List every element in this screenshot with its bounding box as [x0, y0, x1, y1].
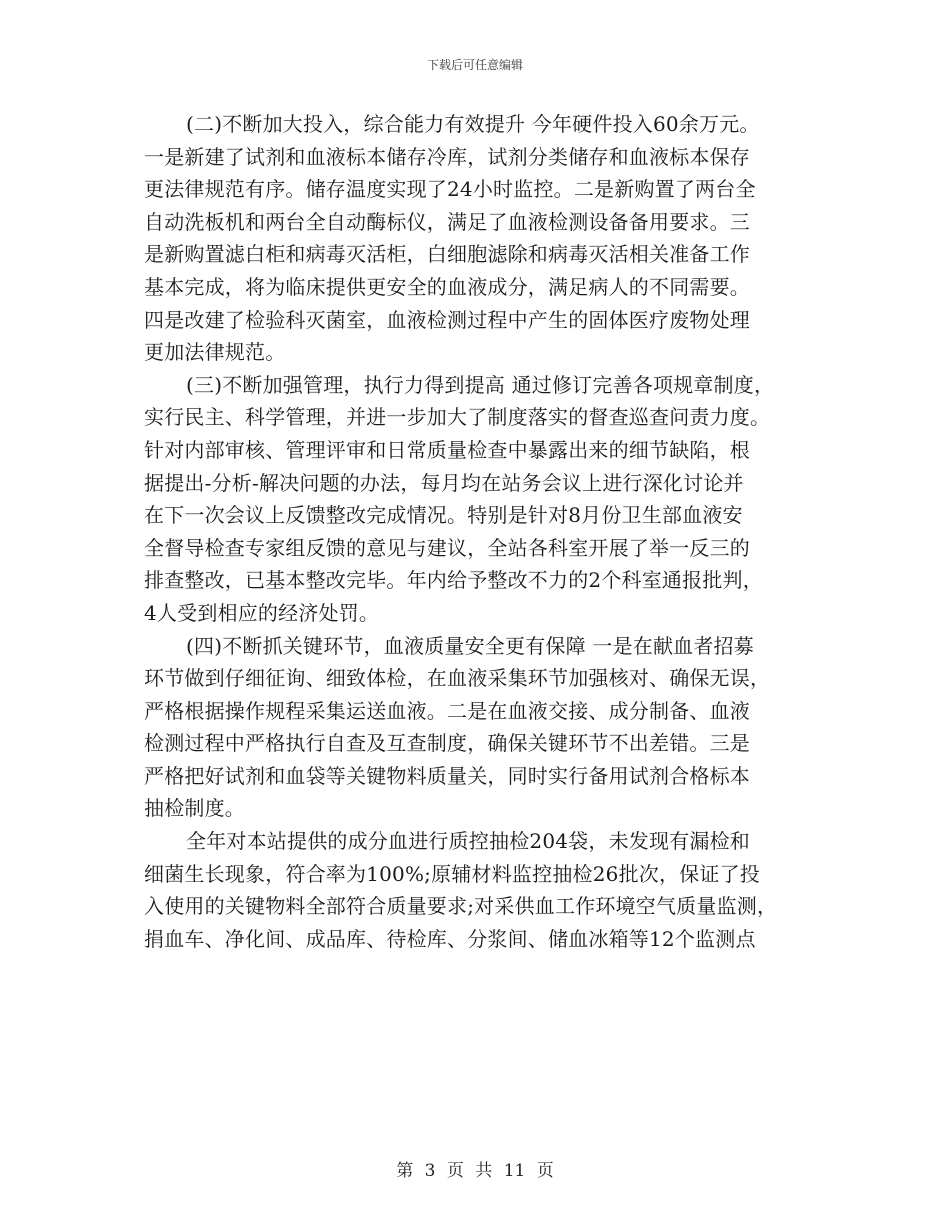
paragraph-first-line: (二)不断加大投入，综合能力有效提升 今年硬件投入60余万元。	[186, 112, 760, 136]
text-line: 据提出-分析-解决问题的办法，每月均在站务会议上进行深化讨论并	[144, 470, 744, 495]
text-line: 严格把好试剂和血袋等关键物料质量关，同时实行备用试剂合格标本	[144, 763, 750, 788]
text-line: 在下一次会议上反馈整改完成情况。特别是针对8月份卫生部血液安	[144, 503, 743, 528]
text-line: 环节做到仔细征询、细致体检，在血液采集环节加强核对、确保无误，	[144, 666, 771, 691]
text-line: 基本完成，将为临床提供更安全的血液成分，满足病人的不同需要。	[144, 274, 750, 299]
text-line: 全督导检查专家组反馈的意见与建议，全站各科室开展了举一反三的	[144, 535, 750, 560]
text-line: 排查整改，已基本整改完毕。年内给予整改不力的2个科室通报批判，	[144, 568, 763, 593]
text-line: 检测过程中严格执行自查及互查制度，确保关键环节不出差错。三是	[144, 731, 750, 756]
text-line: 是新购置滤白柜和病毒灭活柜，白细胞滤除和病毒灭活相关准备工作	[144, 242, 750, 267]
text-line: 更加法律规范。	[144, 340, 286, 365]
text-line: 4人受到相应的经济处罚。	[144, 600, 380, 625]
page-header: 下载后可任意编辑	[426, 58, 523, 72]
text-line: 针对内部审核、管理评审和日常质量检查中暴露出来的细节缺陷，根	[144, 437, 750, 462]
text-line: 四是改建了检验科灭菌室，血液检测过程中产生的固体医疗废物处理	[144, 307, 750, 332]
text-line: 实行民主、科学管理，并进一步加大了制度落实的督查巡查问责力度。	[144, 405, 771, 430]
text-line: 严格根据操作规程采集运送血液。二是在血液交接、成分制备、血液	[144, 698, 750, 723]
page-number: 第 3 页 共 11 页	[396, 1161, 554, 1181]
text-line: 一是新建了试剂和血液标本储存冷库，试剂分类储存和血液标本保存	[144, 144, 750, 169]
document-body	[144, 108, 824, 955]
text-line: 自动洗板机和两台全自动酶标仪，满足了血液检测设备备用要求。三	[144, 209, 750, 234]
text-line: 抽检制度。	[144, 796, 245, 821]
paragraph-first-line: 全年对本站提供的成分血进行质控抽检204袋，未发现有漏检和	[186, 829, 750, 854]
text-line: 捐血车、净化间、成品库、待检库、分浆间、储血冰箱等12个监测点	[144, 926, 756, 951]
paragraph-first-line: (三)不断加强管理，执行力得到提高 通过修订完善各项规章制度，	[186, 372, 775, 397]
text-line: 入使用的关键物料全部符合质量要求;对采供血工作环境空气质量监测，	[144, 894, 778, 919]
text-line: 细菌生长现象，符合率为100%;原辅材料监控抽检26批次，保证了投	[144, 861, 760, 886]
text-line: 更法律规范有序。储存温度实现了24小时监控。二是新购置了两台全	[144, 177, 756, 202]
paragraph-first-line: (四)不断抓关键环节，血液质量安全更有保障 一是在献血者招募	[186, 633, 754, 658]
